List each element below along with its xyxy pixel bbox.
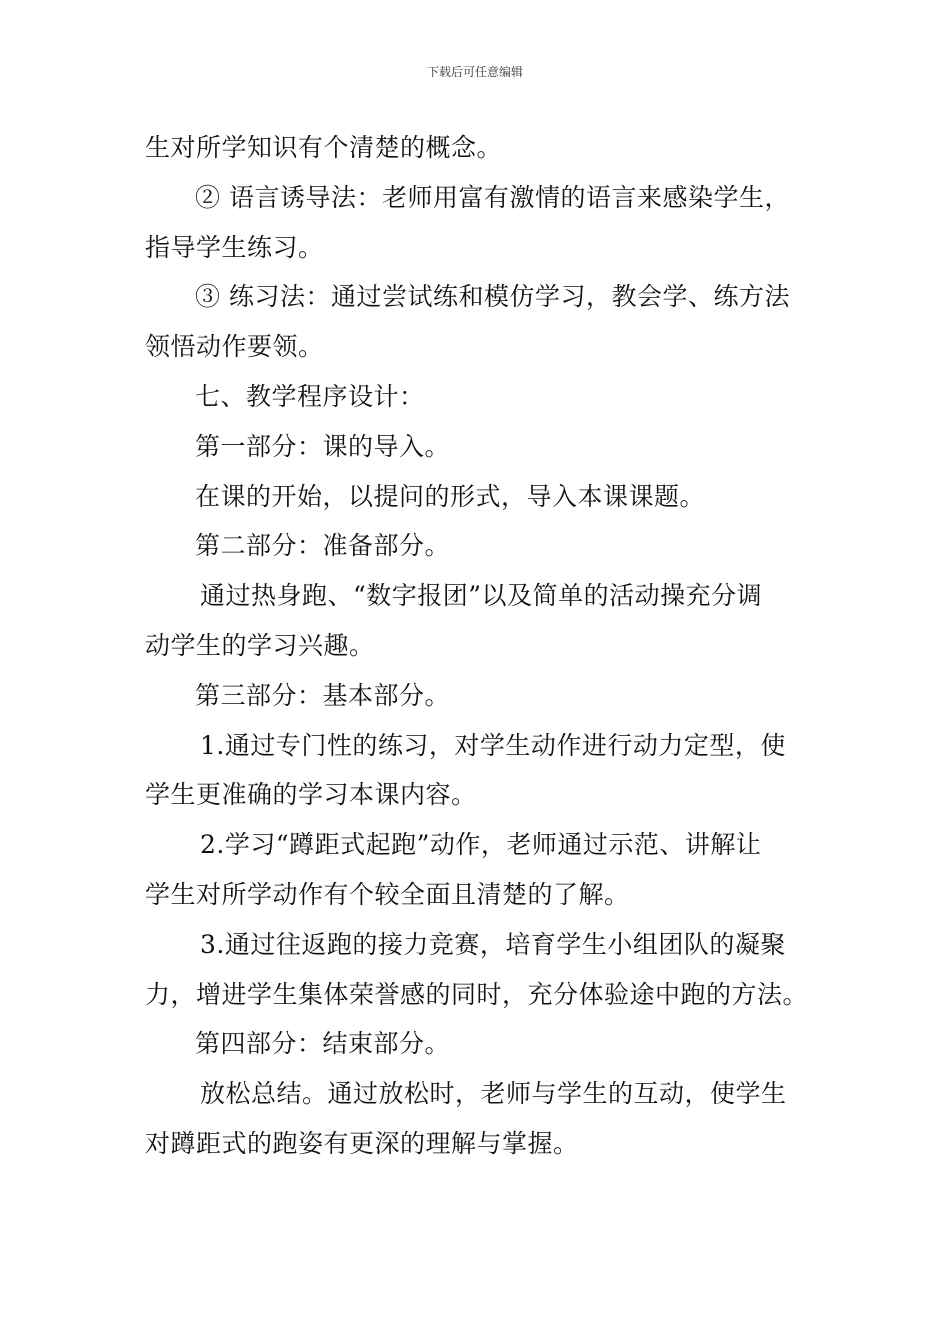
text-line: 领悟动作要领。 bbox=[145, 332, 324, 362]
text-line: 3.通过往返跑的接力竞赛，培育学生小组团队的凝聚 bbox=[200, 929, 786, 959]
text-line: 指导学生练习。 bbox=[145, 232, 324, 262]
text-line: 通过热身跑、“数字报团”以及简单的活动操充分调 bbox=[200, 581, 763, 611]
text-line: ③ 练习法：通过尝试练和模仿学习，教会学、练方法 bbox=[195, 282, 790, 312]
text-line: 对蹲距式的跑姿有更深的理解与掌握。 bbox=[145, 1128, 579, 1158]
text-line: 学生更准确的学习本课内容。 bbox=[145, 780, 477, 810]
page-header-note: 下载后可任意编辑 bbox=[426, 65, 523, 79]
document-body bbox=[145, 123, 810, 1169]
part-heading: 第四部分：结束部分。 bbox=[195, 1029, 451, 1059]
section-heading: 七、教学程序设计： bbox=[195, 381, 425, 411]
text-line: 力，增进学生集体荣誉感的同时，充分体验途中跑的方法。 bbox=[145, 979, 809, 1009]
text-line: 在课的开始，以提问的形式，导入本课课题。 bbox=[195, 481, 706, 511]
text-line: 2.学习“蹲距式起跑”动作，老师通过示范、讲解让 bbox=[200, 830, 762, 860]
text-line: 生对所学知识有个清楚的概念。 bbox=[145, 133, 503, 162]
text-line: 1.通过专门性的练习，对学生动作进行动力定型，使 bbox=[200, 730, 786, 760]
text-line: ② 语言诱导法：老师用富有激情的语言来感染学生， bbox=[195, 182, 790, 212]
part-heading: 第三部分：基本部分。 bbox=[195, 680, 451, 710]
text-line: 动学生的学习兴趣。 bbox=[145, 630, 375, 660]
part-heading: 第一部分：课的导入。 bbox=[195, 431, 451, 461]
text-line: 学生对所学动作有个较全面且清楚的了解。 bbox=[145, 879, 630, 909]
text-line: 放松总结。通过放松时，老师与学生的互动，使学生 bbox=[200, 1079, 787, 1109]
part-heading: 第二部分：准备部分。 bbox=[195, 531, 451, 561]
